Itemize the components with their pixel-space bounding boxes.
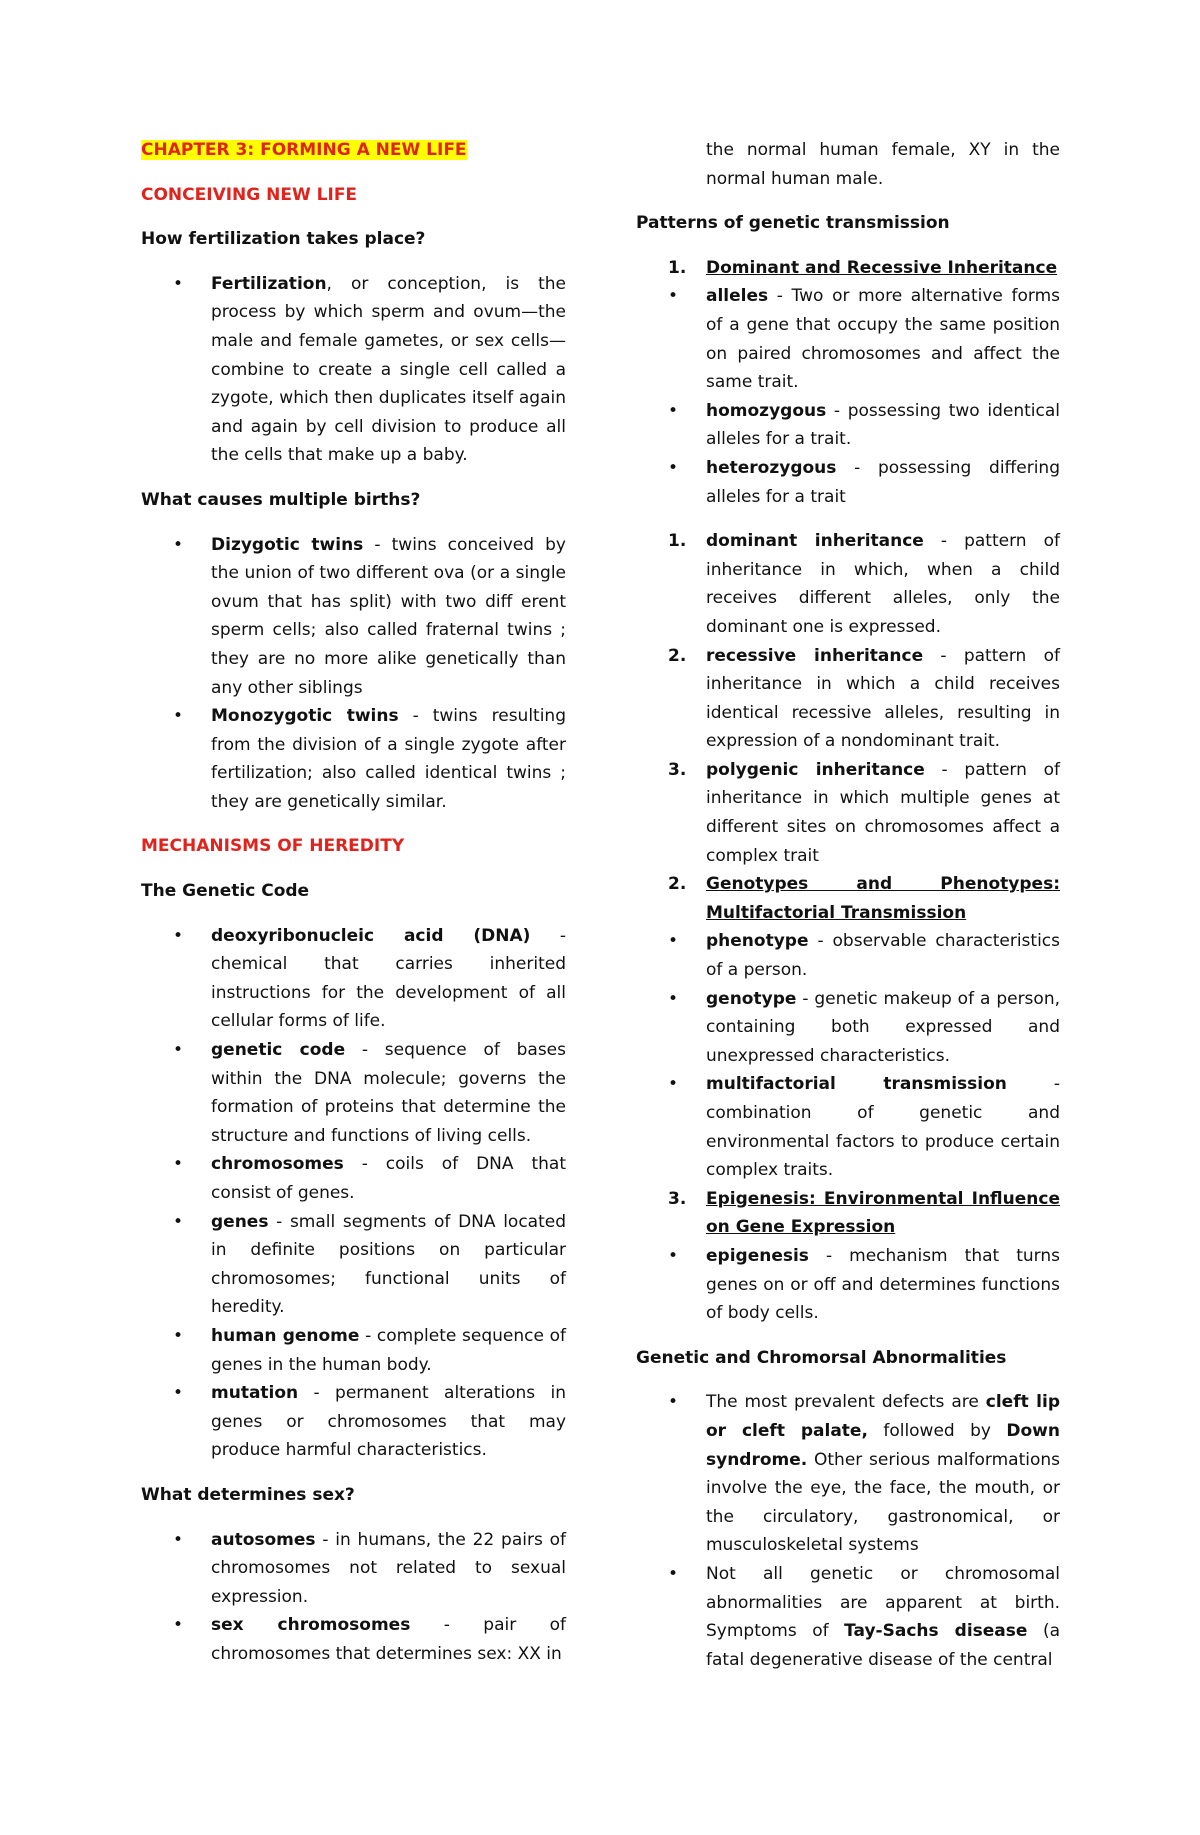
list-item: 3. polygenic inheritance - pattern of inheritance in which multiple genes at different sites on chromosomes affect a complex trait [668,759,1060,866]
list-item: • chromosomes - coils of DNA that consist of genes. [141,1150,566,1207]
list-item: • human genome - complete sequence of genes in the human body. [141,1322,566,1379]
list-item: 2. Genotypes and Phenotypes: Multifactorial Transmission [668,874,1060,923]
bullet-icon: • [668,1563,679,1584]
bullet-icon: • [668,457,679,478]
genetic-code-heading: The Genetic Code [141,881,310,902]
genetic-code-list [141,922,566,1465]
sex-chromosome-continuation: the normal human female, XY in the normal human male. [706,140,1060,189]
right-column [636,136,1060,1674]
list-item: • alleles - Two or more alternative forms of a gene that occupy the same position on paired chromosomes and affect the same trait. [636,282,1060,396]
abnormalities-list [636,1388,1060,1674]
list-item: • genotype - genetic makeup of a person, containing both expressed and unexpressed characteristics. [636,985,1060,1071]
question-fertilization: How fertilization takes place? [141,229,426,250]
fertilization-list [141,270,566,470]
sex-list [141,1526,566,1669]
list-item: • multifactorial transmission - combination of genetic and environmental factors to produce certain complex traits. [636,1070,1060,1184]
list-item: 3. Epigenesis: Environmental Influence on Gene Expression [668,1188,1060,1238]
list-item: 1. Dominant and Recessive Inheritance [668,257,1058,278]
list-item: • genes - small segments of DNA located in definite positions on particular chromosomes; functional units of heredity. [141,1208,566,1322]
bullet-icon: • [173,273,184,294]
bullet-icon: • [173,1615,184,1636]
list-item: • mutation - permanent alterations in genes or chromosomes that may produce harmful characteristics. [141,1379,566,1465]
bullet-icon: • [668,1245,679,1266]
list-item: • The most prevalent defects are cleft lip or cleft palate, followed by Down syndrome. Other serious malformations involve the eye, the face, the mouth, or the circulatory, gastronomical, or musculoskeletal systems [636,1388,1060,1560]
chapter-title: CHAPTER 3: FORMING A NEW LIFE [141,140,467,160]
bullet-icon: • [668,988,679,1009]
list-item: • epigenesis - mechanism that turns genes on or off and determines functions of body cells. [636,1242,1060,1328]
list-item: • autosomes - in humans, the 22 pairs of chromosomes not related to sexual expression. [141,1526,566,1612]
list-item: • phenotype - observable characteristics of a person. [636,927,1060,984]
bullet-icon: • [668,286,679,307]
list-item: • sex chromosomes - pair of chromosomes that determines sex: XX in [141,1611,566,1668]
bullet-icon: • [173,1325,184,1346]
section-mechanisms-of-heredity: MECHANISMS OF HEREDITY [141,836,405,857]
bullet-icon: • [173,1154,184,1175]
list-item: • Dizygotic twins - twins conceived by the union of two different ova (or a single ovum that has split) with two diff erent sperm cells; also called fraternal twins ; they are no more alike genetically than any other siblings [141,531,566,703]
list-item: • deoxyribonucleic acid (DNA) - chemical that carries inherited instructions for the development of all cellular forms of life. [141,922,566,1036]
twins-list [141,531,566,817]
bullet-icon: • [668,931,679,952]
question-sex: What determines sex? [141,1484,355,1505]
list-item: • homozygous - possessing two identical alleles for a trait. [636,397,1060,454]
list-item: 2. recessive inheritance - pattern of inheritance in which a child receives identical recessive alleles, resulting in expression of a nondominant trait. [668,645,1060,752]
patterns-list [636,254,1060,511]
list-item: • heterozygous - possessing differing alleles for a trait [636,454,1060,511]
bullet-icon: • [173,1529,184,1550]
list-item: • Not all genetic or chromosomal abnormalities are apparent at birth. Symptoms of Tay-Sachs disease (a fatal degenerative disease of the central [636,1560,1060,1674]
bullet-icon: • [173,534,184,555]
bullet-icon: • [173,925,184,946]
bullet-icon: • [668,1392,679,1413]
bullet-icon: • [173,1211,184,1232]
bullet-icon: • [173,1040,184,1061]
list-item: • Monozygotic twins - twins resulting from the division of a single zygote after fertilization; also called identical twins ; they are genetically similar. [141,702,566,816]
list-item: • genetic code - sequence of bases within the DNA molecule; governs the formation of proteins that determine the structure and functions of living cells. [141,1036,566,1150]
bullet-icon: • [173,1383,184,1404]
list-item: • Fertilization, or conception, is the process by which sperm and ovum—the male and female gametes, or sex cells—combine to create a single cell called a zygote, which then duplicates itself again and again by cell division to produce all the cells that make up a baby. [141,270,566,470]
abnormalities-heading: Genetic and Chromorsal Abnormalities [636,1347,1007,1368]
patterns-heading: Patterns of genetic transmission [636,213,950,234]
bullet-icon: • [173,706,184,727]
inheritance-list [636,527,1060,1328]
section-conceiving-new-life: CONCEIVING NEW LIFE [141,184,358,205]
question-multiple-births: What causes multiple births? [141,489,421,510]
left-column [141,136,566,1669]
bullet-icon: • [668,1074,679,1095]
bullet-icon: • [668,400,679,421]
list-item: 1. dominant inheritance - pattern of inheritance in which, when a child receives different alleles, only the dominant one is expressed. [668,531,1060,637]
